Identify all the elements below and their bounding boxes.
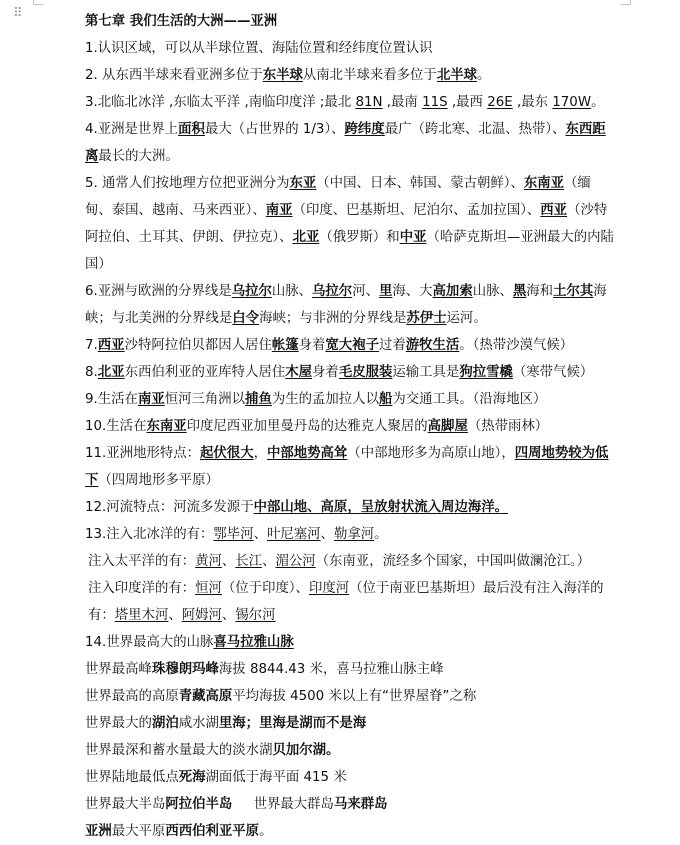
item-7: 7.西亚沙特阿拉伯贝都因人居住帐篷身着宽大袍子过着游牧生活。（热带沙漠气候） — [85, 338, 574, 353]
page-corner-mark-left — [33, 0, 44, 5]
fact-highest-plateau: 世界最高的高原青藏高原平均海拔 4500 米以上有“世界屋脊”之称 — [85, 689, 477, 704]
fact-largest-lake: 世界最大的湖泊咸水湖里海；里海是湖而不是海 — [85, 716, 367, 731]
fact-deepest-lake: 世界最深和蓄水量最大的淡水湖贝加尔湖。 — [85, 743, 340, 758]
item-5: 5. 通常人们按地理方位把亚洲分为东亚（中国、日本、韩国、蒙古朝鲜）、东南亚（缅甸、泰国、越南、马来西亚）、南亚（印度、巴基斯坦、尼泊尔、孟加拉国）、西亚（沙特阿拉伯、土耳其、伊朗、伊拉克）、北亚（俄罗斯）和中亚（哈萨克斯坦—亚洲最大的内陆国） — [85, 176, 614, 272]
item-9: 9.生活在南亚恒河三角洲以捕鱼为生的孟加拉人以船为交通工具。（沿海地区） — [85, 392, 547, 407]
item-4: 4.亚洲是世界上面积最大（占世界的 1/3）、跨纬度最广（跨北寒、北温、热带）、东西距离最长的大洲。 — [85, 122, 606, 164]
item-3: 3.北临北冰洋 ,东临太平洋 ,南临印度洋 ;最北 81N ,最南 11S ,最西 26E ,最东 170W。 — [85, 95, 605, 110]
fact-largest-peninsula-archipelago: 世界最大半岛阿拉伯半岛 世界最大群岛马来群岛 — [85, 797, 388, 812]
item-10: 10.生活在东南亚印度尼西亚加里曼丹岛的达雅克人聚居的高脚屋（热带雨林） — [85, 419, 549, 434]
chapter-title: 第七章 我们生活的大洲——亚洲 — [85, 14, 278, 29]
item-14: 14.世界最高大的山脉喜马拉雅山脉 — [85, 635, 294, 650]
fact-highest-peak: 世界最高峰珠穆朗玛峰海拔 8844.43 米，喜马拉雅山脉主峰 — [85, 662, 444, 677]
item-13-pacific: 注入太平洋的有：黄河、长江、湄公河（东南亚，流经多个国家，中国叫做澜沧江。） — [88, 554, 591, 569]
item-13-arctic: 13.注入北冰洋的有：鄂毕河、叶尼塞河、勒拿河。 — [85, 527, 388, 542]
item-12: 12.河流特点：河流多发源于中部山地、高原，呈放射状流入周边海洋。 — [85, 500, 509, 515]
page-corner-mark-right — [620, 0, 631, 5]
item-1: 1.认识区域，可以从半球位置、海陆位置和经纬度位置认识 — [85, 41, 433, 56]
drag-handle-icon[interactable]: ⠿ — [13, 6, 22, 21]
item-6: 6.亚洲与欧洲的分界线是乌拉尔山脉、乌拉尔河、里海、大高加索山脉、黑海和土尔其海峡；与北美洲的分界线是白令海峡；与非洲的分界线是苏伊士运河。 — [85, 284, 607, 326]
fact-lowest-point: 世界陆地最低点死海湖面低于海平面 415 米 — [85, 770, 347, 785]
document-body — [58, 8, 614, 845]
item-13-indian: 注入印度洋的有：恒河（位于印度）、印度河（位于南亚巴基斯坦）最后没有注入海洋的有：塔里木河、阿姆河、锡尔河 — [88, 581, 604, 623]
item-11: 11.亚洲地形特点：起伏很大，中部地势高耸（中部地形多为高原山地），四周地势较为低下（四周地形多平原） — [85, 446, 609, 488]
fact-largest-plain: 亚洲最大平原西西伯利亚平原。 — [85, 824, 273, 839]
item-2: 2. 从东西半球来看亚洲多位于东半球从南北半球来看多位于北半球。 — [85, 68, 491, 83]
item-8: 8.北亚东西伯利亚的亚库特人居住木屋身着毛皮服装运输工具是狗拉雪橇（寒带气候） — [85, 365, 594, 380]
